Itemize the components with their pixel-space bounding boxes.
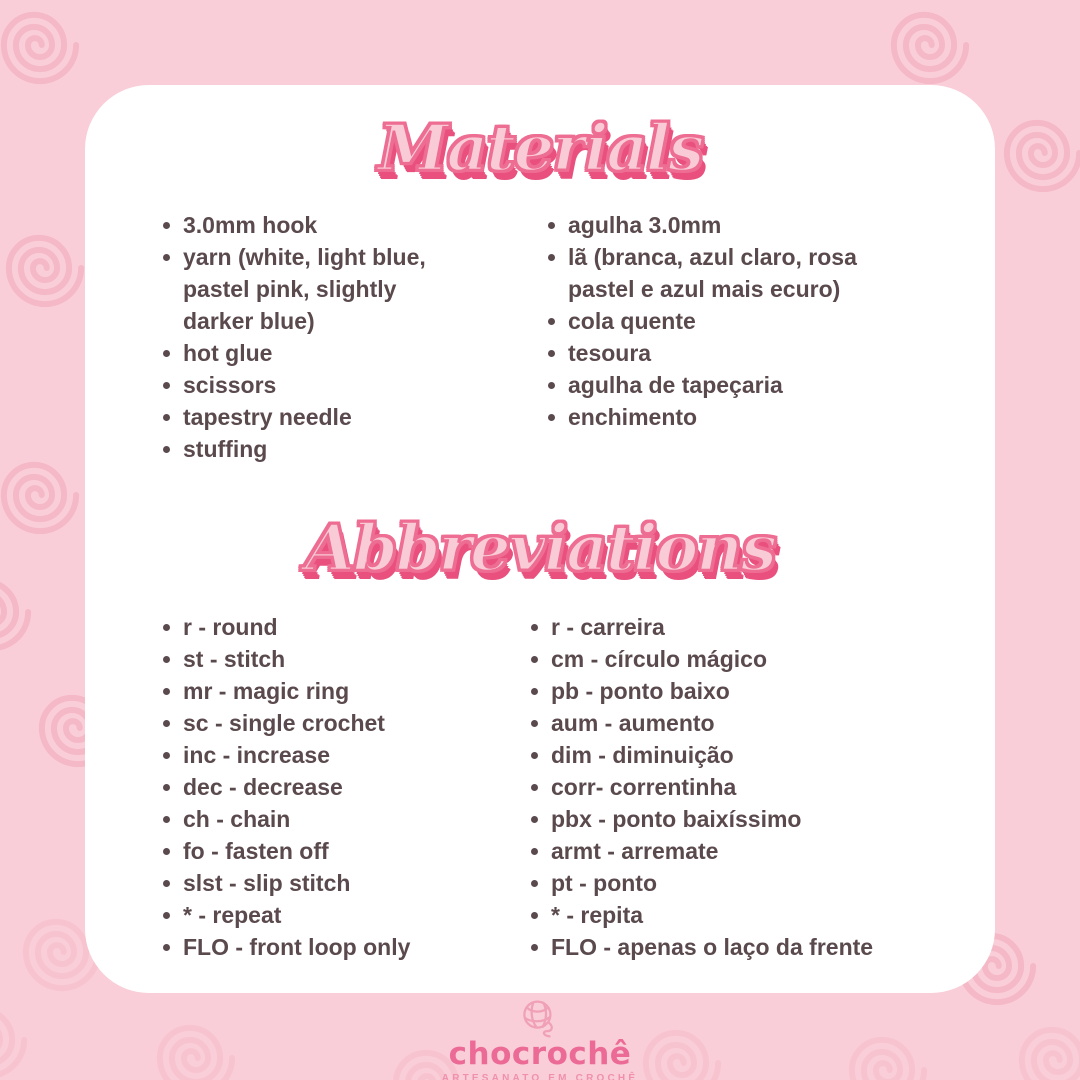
list-item: pt - ponto — [528, 867, 978, 899]
list-item: aum - aumento — [528, 707, 978, 739]
list-item: tapestry needle — [160, 401, 460, 433]
list-item: cola quente — [545, 305, 875, 337]
list-item: sc - single crochet — [160, 707, 520, 739]
materials-list-english — [160, 209, 460, 465]
abbreviations-list-english — [160, 611, 520, 963]
brand-footer — [0, 998, 1080, 1080]
list-item: FLO - front loop only — [160, 931, 520, 963]
abbreviations-title: Abbreviations — [305, 511, 775, 586]
materials-title: Materials — [377, 111, 703, 186]
brand-tagline: ARTESANATO EM CROCHÊ — [441, 1073, 639, 1080]
yarn-ball-icon — [514, 998, 566, 1040]
list-item: enchimento — [545, 401, 875, 433]
list-item: agulha 3.0mm — [545, 209, 875, 241]
list-item: hot glue — [160, 337, 460, 369]
list-item: tesoura — [545, 337, 875, 369]
swirl-icon — [0, 2, 83, 88]
list-item: cm - círculo mágico — [528, 643, 978, 675]
materials-list-portuguese — [545, 209, 875, 433]
swirl-icon — [1000, 110, 1080, 196]
list-item: agulha de tapeçaria — [545, 369, 875, 401]
list-item: st - stitch — [160, 643, 520, 675]
list-item: fo - fasten off — [160, 835, 520, 867]
list-item: inc - increase — [160, 739, 520, 771]
list-item: * - repeat — [160, 899, 520, 931]
list-item: r - carreira — [528, 611, 978, 643]
list-item: stuffing — [160, 433, 460, 465]
list-item: pbx - ponto baixíssimo — [528, 803, 978, 835]
swirl-icon — [0, 452, 83, 538]
list-item: lã (branca, azul claro, rosa pastel e azul mais ecuro) — [545, 241, 875, 305]
list-item: dim - diminuição — [528, 739, 978, 771]
list-item: yarn (white, light blue, pastel pink, slightly darker blue) — [160, 241, 460, 337]
swirl-icon — [887, 2, 973, 88]
list-item: corr- correntinha — [528, 771, 978, 803]
swirl-icon — [2, 225, 88, 311]
list-item: scissors — [160, 369, 460, 401]
list-item: slst - slip stitch — [160, 867, 520, 899]
list-item: dec - decrease — [160, 771, 520, 803]
list-item: r - round — [160, 611, 520, 643]
list-item: 3.0mm hook — [160, 209, 460, 241]
swirl-icon — [0, 569, 35, 655]
brand-name: chocrochê — [448, 1036, 632, 1072]
list-item: * - repita — [528, 899, 978, 931]
list-item: ch - chain — [160, 803, 520, 835]
content-card — [85, 85, 995, 993]
list-item: mr - magic ring — [160, 675, 520, 707]
abbreviations-list-portuguese — [528, 611, 978, 963]
list-item: FLO - apenas o laço da frente — [528, 931, 978, 963]
list-item: pb - ponto baixo — [528, 675, 978, 707]
list-item: armt - arremate — [528, 835, 978, 867]
